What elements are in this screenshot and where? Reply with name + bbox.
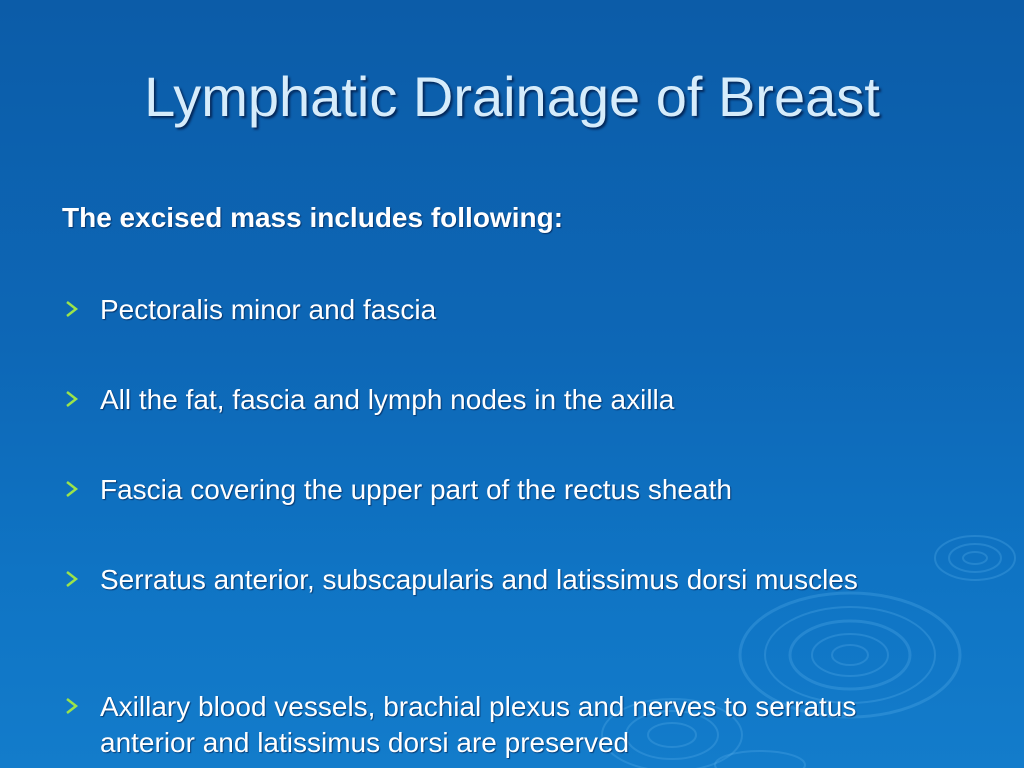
arrow-bullet-icon: [62, 569, 82, 589]
arrow-bullet-icon: [62, 389, 82, 409]
arrow-bullet-icon: [62, 299, 82, 319]
list-item: [62, 472, 942, 508]
bullet-text: Fascia covering the upper part of the rectus sheath: [100, 474, 732, 505]
arrow-bullet-icon: [62, 479, 82, 499]
arrow-bullet-icon: [62, 696, 82, 716]
bullet-text: Serratus anterior, subscapularis and latissimus dorsi muscles: [100, 564, 858, 595]
bullet-text: Axillary blood vessels, brachial plexus and nerves to serratus anterior and latissimus dorsi are preserved: [100, 691, 857, 758]
list-item: [62, 689, 942, 761]
slide-title: Lymphatic Drainage of Breast: [144, 65, 880, 128]
bullet-text: Pectoralis minor and fascia: [100, 294, 437, 325]
bullet-text: All the fat, fascia and lymph nodes in the axilla: [100, 384, 675, 415]
list-item: [62, 562, 942, 598]
intro-text: The excised mass includes following:: [62, 202, 564, 233]
list-item: [62, 382, 942, 418]
list-item: [62, 292, 942, 328]
